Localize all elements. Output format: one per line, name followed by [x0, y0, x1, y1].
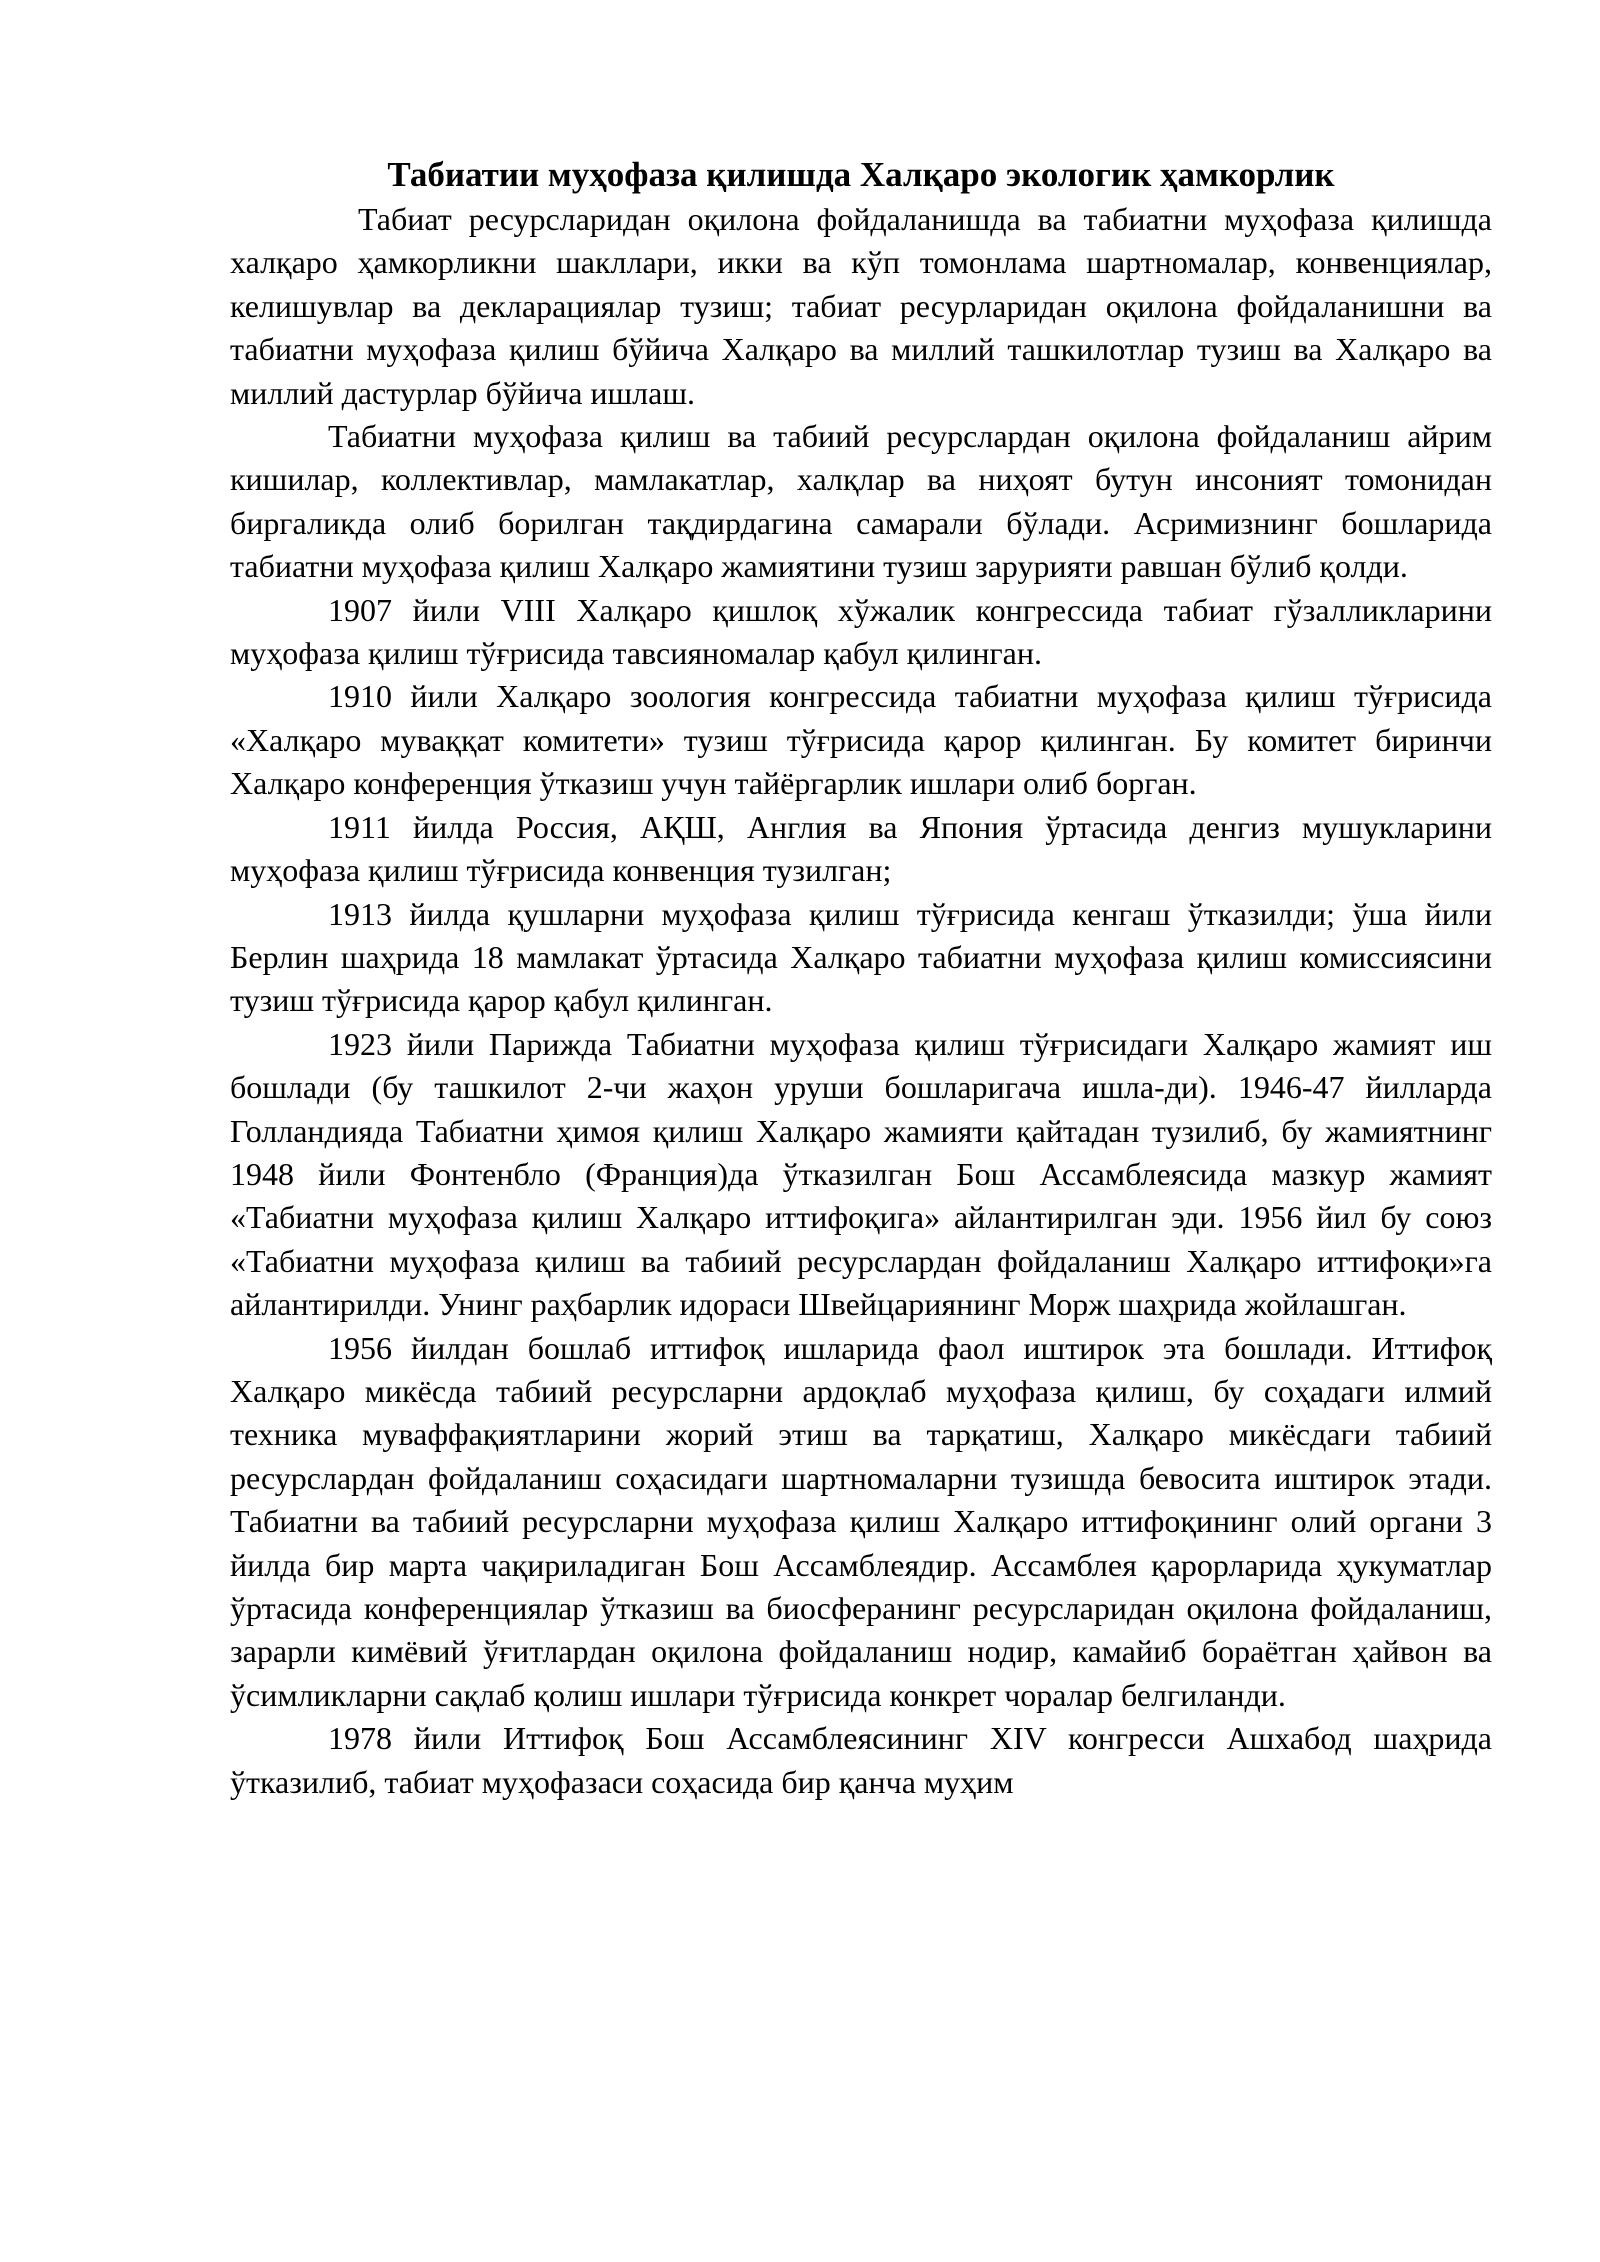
paragraph-1923: 1923 йили Парижда Табиатни муҳофаза қилиш тўғрисидаги Халқаро жамият иш бошлади (бу ташкилот 2-чи жаҳон уруши бошларигача ишла-ди). 1946-47 йилларда Голландияда Табиатни ҳимоя қилиш Халқаро жамияти қайтадан тузилиб, бу жамиятнинг 1948 йили Фонтенбло (Франция)да ўтказилган Бош Ассамблеясида мазкур жамият «Табиатни муҳофаза қилиш Халқаро иттифоқига» айлантирилган эди. 1956 йил бу союз «Табиатни муҳофаза қилиш ва табиий ресурслардан фойдаланиш Халқаро иттифоқи»га айлантирилди. Унинг раҳбарлик идораси Швейцариянинг Морж шаҳрида жойлашган.	[230, 1025, 1492, 1323]
paragraph-1910: 1910 йили Халқаро зоология конгрессида табиатни муҳофаза қилиш тўғрисида «Халқаро муваққат комитети» тузиш тўғрисида қарор қилинган. Бу комитет биринчи Халқаро конференция ўтказиш учун тайёргарлик ишлари олиб борган.	[230, 678, 1492, 802]
paragraph-intro: Табиат ресурсларидан оқилона фойдаланишда ва табиатни муҳофаза қилишда халқаро ҳамкорликни шакллари, икки ва кўп томонлама шартномалар, конвенциялар, келишувлар ва декларациялар тузиш; табиат ресурларидан оқилона фойдаланишни ва табиатни муҳофаза қилиш бўйича Халқаро ва миллий ташкилотлар тузиш ва Халқаро ва миллий дастурлар бўйича ишлаш.	[230, 201, 1492, 411]
document-title: Табиатии муҳофаза қилишда Халқаро экологик ҳамкорлик	[387, 155, 1335, 194]
paragraph-1956: 1956 йилдан бошлаб иттифоқ ишларида фаол иштирок эта бошлади. Иттифоқ Халқаро микёсда табиий ресурсларни ардоқлаб муҳофаза қилиш, бу соҳадаги илмий техника муваффақиятларини жорий этиш ва тарқатиш, Халқаро микёсдаги табиий ресурслардан фойдаланиш соҳасидаги шартномаларни тузишда бевосита иштирок этади. Табиатни ва табиий ресурсларни муҳофаза қилиш Халқаро иттифоқининг олий органи 3 йилда бир марта чақириладиган Бош Ассамблеядир. Ассамблея қарорларида ҳукуматлар ўртасида конференциялар ўтказиш ва биосферанинг ресурсларидан оқилона фойдаланиш, зарарли кимёвий ўғитлардан оқилона фойдаланиш нодир, камайиб бораётган ҳайвон ва ўсимликларни сақлаб қолиш ишлари тўғрисида конкрет чоралар белгиланди.	[230, 1329, 1492, 1713]
paragraph-cooperation: Табиатни муҳофаза қилиш ва табиий ресурслардан оқилона фойдаланиш айрим кишилар, коллективлар, мамлакатлар, халқлар ва ниҳоят бутун инсоният томонидан биргаликда олиб борилган тақдирдагина самарали бўлади. Асримизнинг бошларида табиатни муҳофаза қилиш Халқаро жамиятини тузиш зарурияти равшан бўлиб қолди.	[230, 418, 1492, 585]
paragraph-1913: 1913 йилда қушларни муҳофаза қилиш тўғрисида кенгаш ўтказилди; ўша йили Берлин шаҳрида 18 мамлакат ўртасида Халқаро табиатни муҳофаза қилиш комиссиясини тузиш тўғрисида қарор қабул қилинган.	[230, 895, 1492, 1019]
paragraph-1911: 1911 йилда Россия, АҚШ, Англия ва Япония ўртасида денгиз мушукларини муҳофаза қилиш тўғрисида конвенция тузилган;	[230, 808, 1492, 889]
paragraph-1907: 1907 йили VIII Халқаро қишлоқ хўжалик конгрессида табиат гўзалликларини муҳофаза қилиш тўғрисида тавсияномалар қабул қилинган.	[230, 591, 1492, 672]
document-page	[230, 152, 1492, 1804]
paragraph-1978: 1978 йили Иттифоқ Бош Ассамблеясининг XIV конгресси Ашхабод шаҳрида ўтказилиб, табиат муҳофазаси соҳасида бир қанча муҳим	[230, 1720, 1492, 1800]
